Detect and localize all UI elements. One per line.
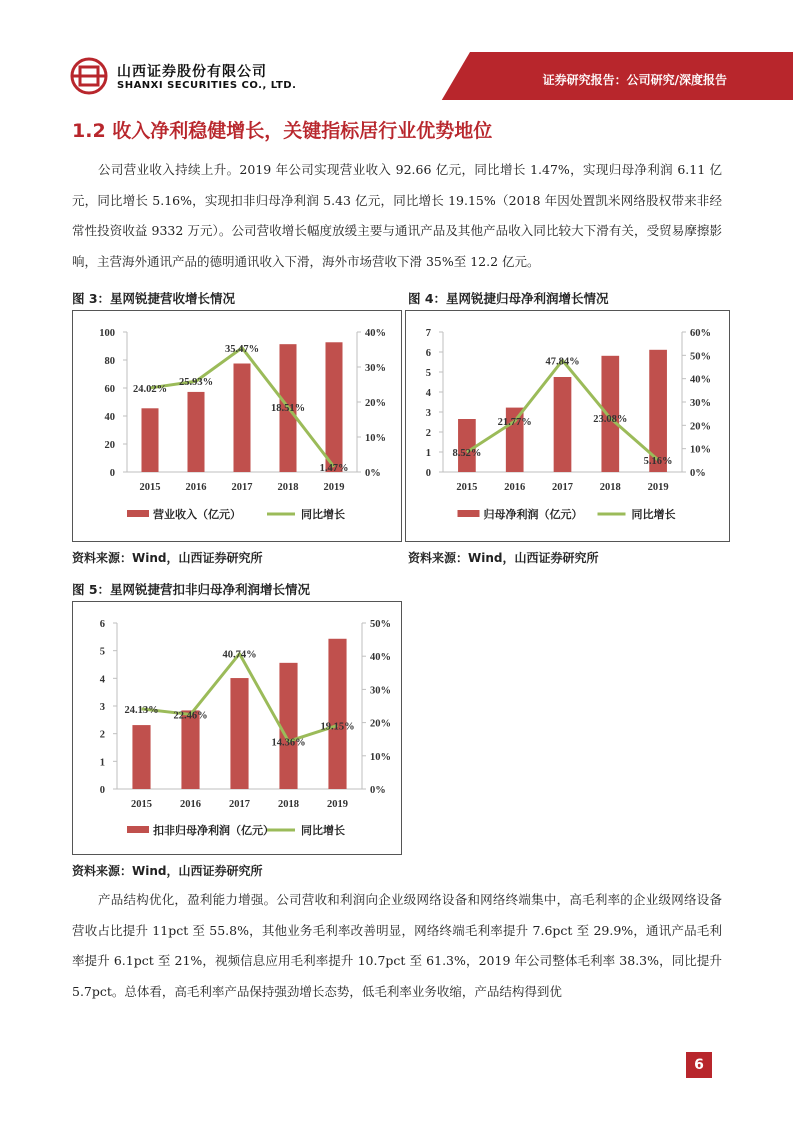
x-tick-label: 2015 <box>139 482 161 493</box>
section-title: 1.2 收入净利稳健增长，关键指标居行业优势地位 <box>72 120 493 142</box>
left-tick-label: 1 <box>425 448 431 459</box>
bar <box>181 710 199 789</box>
right-tick-label: 30% <box>690 398 711 409</box>
right-tick-label: 20% <box>690 421 711 433</box>
right-tick-label: 0% <box>365 468 381 479</box>
bar <box>233 364 250 473</box>
x-tick-label: 2019 <box>327 799 348 810</box>
bar <box>230 678 248 789</box>
bar <box>325 342 342 472</box>
figure-4-chart <box>405 310 730 542</box>
bar <box>141 408 158 472</box>
right-tick-label: 50% <box>690 351 711 363</box>
left-tick-label: 100 <box>99 328 115 339</box>
x-tick-label: 2018 <box>599 482 621 493</box>
left-tick-label: 7 <box>425 328 431 339</box>
bar <box>187 392 204 472</box>
legend-line-label: 同比增长 <box>301 825 345 837</box>
left-tick-label: 60 <box>104 384 115 395</box>
data-label: 23.08% <box>593 414 628 426</box>
right-tick-label: 10% <box>690 444 711 456</box>
left-tick-label: 6 <box>99 619 105 630</box>
left-tick-label: 1 <box>99 757 105 769</box>
legend-bar-label: 归母净利润（亿元） <box>483 509 583 521</box>
right-tick-label: 0% <box>370 785 386 796</box>
data-label: 47.84% <box>545 356 580 368</box>
data-label: 19.15% <box>320 721 355 733</box>
paragraph-structure <box>72 885 722 1007</box>
page-header <box>0 0 793 100</box>
right-tick-label: 30% <box>370 685 391 697</box>
left-tick-label: 4 <box>425 388 431 399</box>
left-tick-label: 40 <box>104 412 115 423</box>
data-label: 40.74% <box>222 649 257 661</box>
figure-3-chart <box>72 310 402 542</box>
x-tick-label: 2018 <box>277 482 299 493</box>
figure-5-title: 图 5：星网锐捷营扣非归母净利润增长情况 <box>72 582 311 597</box>
data-label: 22.46% <box>173 710 208 722</box>
right-tick-label: 40% <box>370 652 391 664</box>
report-type: 证券研究报告：公司研究/深度报告 <box>542 73 727 87</box>
bar <box>554 377 572 472</box>
bar <box>132 725 150 789</box>
bar <box>279 663 297 789</box>
paragraph-text: 产品结构优化，盈利能力增强。公司营收和利润向企业级网络设备和网络终端集中，高毛利率的企业级网络设备营收占比提升 11pct 至 55.8%，其他业务毛利率改善明显，网络终端毛利率提升 7.6pct 至 29.9%，通讯产品毛利率提升 6.1pct 至 21%，视频信息应用毛利率提升 10.7pct 至 61.3%，2019 年公司整体毛利率 38.3%，同比提升 5.7pct。总体看，高毛利率产品保持强劲增长态势，低毛利率业务收缩，产品结构得到优 <box>72 892 722 999</box>
right-tick-label: 40% <box>690 374 711 386</box>
right-tick-label: 20% <box>365 398 386 409</box>
right-tick-label: 30% <box>365 363 386 374</box>
data-label: 24.13% <box>124 704 159 716</box>
x-tick-label: 2017 <box>231 482 253 493</box>
figure-5-source: 资料来源：Wind，山西证券研究所 <box>72 864 263 878</box>
company-name-en: SHANXI SECURITIES CO., LTD. <box>117 80 297 91</box>
data-label: 14.36% <box>271 737 306 749</box>
left-tick-label: 5 <box>99 646 105 658</box>
x-tick-label: 2015 <box>131 799 152 810</box>
right-tick-label: 20% <box>370 718 391 730</box>
data-label: 24.02% <box>132 383 168 395</box>
figure-4-source: 资料来源：Wind，山西证券研究所 <box>408 551 599 565</box>
left-tick-label: 80 <box>104 356 115 367</box>
x-tick-label: 2016 <box>180 799 201 810</box>
right-tick-label: 60% <box>690 328 711 339</box>
x-tick-label: 2019 <box>323 482 345 493</box>
left-tick-label: 3 <box>99 702 105 713</box>
legend-bar-label: 营业收入（亿元） <box>153 509 241 521</box>
right-tick-label: 0% <box>690 468 706 479</box>
data-label: 35.47% <box>224 343 260 355</box>
legend-bar-swatch <box>127 826 149 833</box>
right-tick-label: 40% <box>365 328 386 339</box>
data-label: 5.16% <box>643 455 673 467</box>
legend-line-label: 同比增长 <box>301 509 345 521</box>
x-tick-label: 2016 <box>504 482 526 493</box>
right-tick-label: 50% <box>370 619 391 630</box>
x-tick-label: 2017 <box>552 482 573 493</box>
figure-3-source: 资料来源：Wind，山西证券研究所 <box>72 551 263 565</box>
data-label: 18.51% <box>270 403 306 415</box>
legend-line-label: 同比增长 <box>631 509 676 521</box>
left-tick-label: 2 <box>99 729 105 741</box>
bar <box>458 419 476 472</box>
x-tick-label: 2019 <box>647 482 669 493</box>
data-label: 8.52% <box>452 448 482 460</box>
bar <box>328 639 346 789</box>
figure-3-title: 图 3：星网锐捷营收增长情况 <box>72 291 236 306</box>
left-tick-label: 0 <box>109 468 115 479</box>
figure-4-title: 图 4：星网锐捷归母净利润增长情况 <box>408 291 609 306</box>
left-tick-label: 5 <box>425 368 431 379</box>
left-tick-label: 2 <box>425 428 431 439</box>
legend-bar-label: 扣非归母净利润（亿元） <box>153 825 274 837</box>
left-tick-label: 4 <box>99 674 105 686</box>
page-number: 6 <box>686 1052 712 1078</box>
x-tick-label: 2018 <box>278 799 299 810</box>
left-tick-label: 3 <box>425 408 431 419</box>
x-tick-label: 2015 <box>456 482 478 493</box>
left-tick-label: 0 <box>425 468 431 479</box>
x-tick-label: 2016 <box>185 482 207 493</box>
company-name-cn: 山西证券股份有限公司 <box>117 64 267 80</box>
x-tick-label: 2017 <box>229 799 250 810</box>
left-tick-label: 0 <box>99 785 105 796</box>
data-label: 21.77% <box>497 417 532 429</box>
left-tick-label: 6 <box>425 348 431 359</box>
paragraph-revenue <box>72 155 722 277</box>
legend-bar-swatch <box>458 510 480 517</box>
right-tick-label: 10% <box>365 433 386 444</box>
left-tick-label: 20 <box>104 440 115 451</box>
legend-bar-swatch <box>127 510 149 517</box>
right-tick-label: 10% <box>370 751 391 763</box>
company-logo-icon <box>72 59 106 93</box>
data-label: 1.47% <box>319 462 349 474</box>
paragraph-text: 公司营业收入持续上升。2019 年公司实现营业收入 92.66 亿元，同比增长 1.47%，实现归母净利润 6.11 亿元，同比增长 5.16%，实现扣非归母净利润 5.43 亿元，同比增长 19.15%（2018 年因处置凯米网络股权带来非经常性投资收益 9332 万元）。公司营收增长幅度放缓主要与通讯产品及其他产品收入同比较大下滑有关，受贸易摩擦影响，主营海外通讯产品的德明通讯收入下滑，海外市场营收下滑 35%至 12.2 亿元。 <box>72 162 722 269</box>
figure-5-chart <box>72 601 402 855</box>
data-label: 25.93% <box>178 377 214 389</box>
